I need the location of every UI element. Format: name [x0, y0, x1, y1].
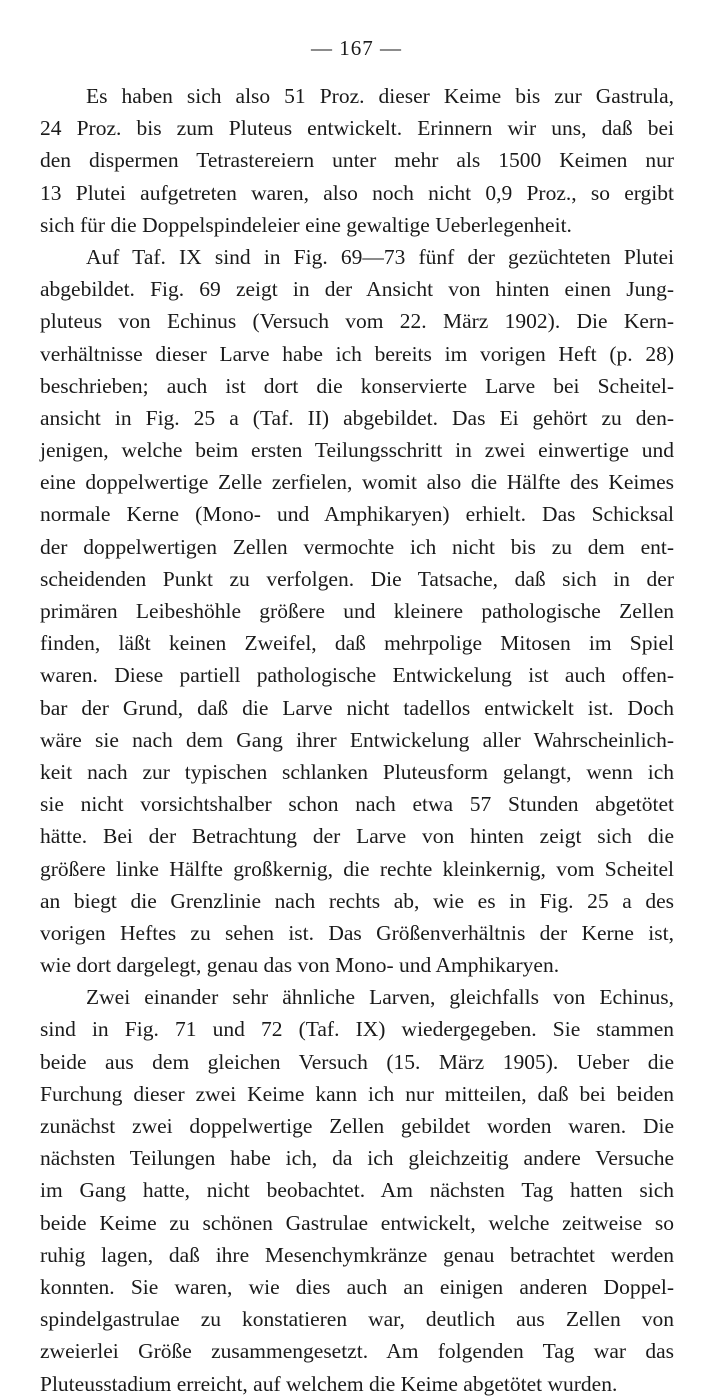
- text-line: verhältnisse dieser Larve habe ich bereits im vorigen Heft (p. 28): [40, 341, 674, 366]
- text-line: beide Keime zu schönen Gastrulae entwickelt, welche zeitweise so: [40, 1210, 674, 1235]
- text-line: finden, läßt keinen Zweifel, daß mehrpolige Mitosen im Spiel: [40, 631, 674, 656]
- text-line: jenigen, welche beim ersten Teilungsschritt in zwei einwertige und: [40, 438, 674, 463]
- text-line: normale Kerne (Mono- und Amphikaryen) erhielt. Das Schicksal: [40, 502, 674, 527]
- text-line: sind in Fig. 71 und 72 (Taf. IX) wiedergegeben. Sie stammen: [40, 1017, 674, 1042]
- text-line: beide aus dem gleichen Versuch (15. März 1905). Ueber die: [40, 1049, 674, 1074]
- text-line: Es haben sich also 51 Proz. dieser Keime bis zur Gastrula,: [86, 84, 674, 108]
- text-line: abgebildet. Fig. 69 zeigt in der Ansicht von hinten einen Jung-: [40, 277, 674, 302]
- text-line: spindelgastrulae zu konstatieren war, deutlich aus Zellen von: [40, 1307, 674, 1332]
- text-line: größere linke Hälfte großkernig, die rechte kleinkernig, vom Scheitel: [40, 856, 674, 881]
- text-line: pluteus von Echinus (Versuch vom 22. März 1902). Die Kern-: [40, 309, 674, 334]
- text-line: keit nach zur typischen schlanken Pluteusform gelangt, wenn ich: [40, 759, 674, 784]
- text-line: Pluteusstadium erreicht, auf welchem die Keime abgetötet wurden.: [40, 1371, 618, 1396]
- text-line: eine doppelwertige Zelle zerfielen, womit also die Hälfte des Keimes: [40, 470, 674, 495]
- text-line: wie dort dargelegt, genau das von Mono- und Amphikaryen.: [40, 953, 560, 978]
- text-line: ansicht in Fig. 25 a (Taf. II) abgebildet. Das Ei gehört zu den-: [40, 405, 674, 430]
- text-line: sich für die Doppelspindeleier eine gewaltige Ueberlegenheit.: [40, 212, 572, 237]
- text-line: Auf Taf. IX sind in Fig. 69—73 fünf der gezüchteten Plutei: [86, 244, 674, 269]
- text-line: nächsten Teilungen habe ich, da ich gleichzeitig andere Versuche: [40, 1146, 674, 1171]
- text-line: Zwei einander sehr ähnliche Larven, gleichfalls von Echinus,: [86, 985, 674, 1010]
- text-line: bar der Grund, daß die Larve nicht tadellos entwickelt ist. Doch: [40, 695, 674, 720]
- text-line: an biegt die Grenzlinie nach rechts ab, wie es in Fig. 25 a des: [40, 888, 674, 913]
- text-line: Furchung dieser zwei Keime kann ich nur mitteilen, daß bei beiden: [40, 1081, 674, 1106]
- text-line: ruhig lagen, daß ihre Mesenchymkränze genau betrachtet werden: [40, 1242, 674, 1267]
- text-line: wäre sie nach dem Gang ihrer Entwickelung aller Wahrscheinlich-: [40, 727, 674, 752]
- text-line: waren. Diese partiell pathologische Entwickelung ist auch offen-: [40, 663, 674, 688]
- text-line: zweierlei Größe zusammengesetzt. Am folgenden Tag war das: [40, 1339, 674, 1364]
- text-line: 13 Plutei aufgetreten waren, also noch nicht 0,9 Proz., so ergibt: [40, 180, 674, 205]
- text-line: 24 Proz. bis zum Pluteus entwickelt. Erinnern wir uns, daß bei: [40, 116, 674, 141]
- text-line: vorigen Heftes zu sehen ist. Das Größenverhältnis der Kerne ist,: [40, 920, 674, 945]
- body-text: [40, 80, 674, 1400]
- text-line: zunächst zwei doppelwertige Zellen gebildet worden waren. Die: [40, 1114, 674, 1138]
- page-number: — 167 —: [311, 36, 402, 60]
- text-line: scheidenden Punkt zu verfolgen. Die Tatsache, daß sich in der: [40, 566, 674, 591]
- text-line: konnten. Sie waren, wie dies auch an einigen anderen Doppel-: [40, 1274, 674, 1299]
- text-line: beschrieben; auch ist dort die konservierte Larve bei Scheitel-: [40, 373, 674, 398]
- text-line: den dispermen Tetrastereiern unter mehr als 1500 Keimen nur: [40, 148, 674, 173]
- text-line: im Gang hatte, nicht beobachtet. Am nächsten Tag hatten sich: [40, 1178, 674, 1203]
- text-line: primären Leibeshöhle größere und kleinere pathologische Zellen: [40, 599, 674, 623]
- text-line: der doppelwertigen Zellen vermochte ich nicht bis zu dem ent-: [40, 534, 674, 559]
- text-line: hätte. Bei der Betrachtung der Larve von hinten zeigt sich die: [40, 824, 674, 849]
- text-line: sie nicht vorsichtshalber schon nach etwa 57 Stunden abgetötet: [40, 792, 674, 817]
